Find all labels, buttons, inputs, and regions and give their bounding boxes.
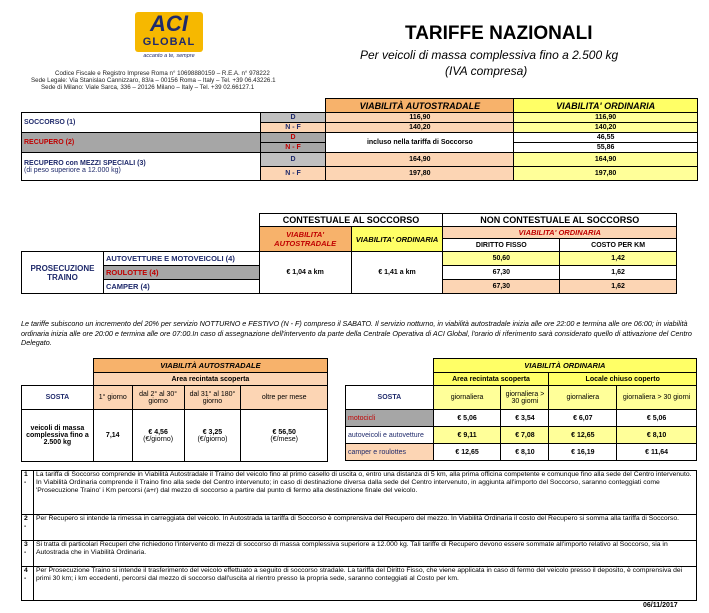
header-area-scoperta: Area recintata scoperta xyxy=(93,373,327,386)
cell-value xyxy=(241,410,328,462)
value: € 56,50 xyxy=(272,428,296,436)
note-number: 1 - xyxy=(22,471,34,515)
cell-value: 164,90 xyxy=(514,153,698,167)
cell-value: € 11,64 xyxy=(617,444,697,461)
company-line-3: Sede di Milano: Viale Sarca, 336 – 20126 Milano – Italy – Tel. +39 02.66127.1 xyxy=(41,84,255,92)
header-ordinaria-2: VIABILITA' ORDINARIA xyxy=(443,227,677,239)
note-number: 3 - xyxy=(22,541,34,567)
note-text: La tariffa di Soccorso comprende in Viabilità Autostradale il Traino del veicolo fino al primo casello di uscita o, entro una distanza di 5 km, alla prima officina competente e comunque fino alla sede del Centro intervenuto. In Viabilità Ordinaria comprende il Traino fino alla sede del Centro intervenuto; in caso di destinazione diversa dalla sede del Centro intervenuto, in aggiunta all'importo del Soccorso, saranno conteggiati come 'Prosecuzione Traino' i Km percorsi (a+r) dal mezzo di soccorso a partire dal punto di fermo alla destinazione finale del veicolo. xyxy=(33,471,696,515)
cell-value xyxy=(184,410,241,462)
header-non-contestuale: NON CONTESTUALE AL SOCCORSO xyxy=(443,214,677,227)
value: € 3,25 xyxy=(202,428,223,436)
cell-value: 1,62 xyxy=(560,266,677,280)
cell-value: 7,14 xyxy=(93,410,132,462)
col-header: oltre per mese xyxy=(241,386,328,410)
cell-value: € 8,10 xyxy=(617,427,697,444)
header-contestuale: CONTESTUALE AL SOCCORSO xyxy=(259,214,443,227)
sosta-label: SOSTA xyxy=(346,386,434,410)
cell-value: 50,60 xyxy=(443,252,560,266)
col-header: 1° giorno xyxy=(93,386,132,410)
unit: (€/mese) xyxy=(270,435,298,443)
cell-value: € 9,11 xyxy=(433,427,501,444)
aci-global-logo xyxy=(135,12,203,62)
speciali-sub: (di peso superiore a 12.000 kg) xyxy=(24,166,121,174)
col-header: giornaliera > 30 giorni xyxy=(501,386,549,410)
page-title: TARIFFE NAZIONALI xyxy=(405,23,593,44)
cell-value: € 12,65 xyxy=(433,444,501,461)
document-date: 06/11/2017 xyxy=(643,602,678,609)
header-locale-coperto: Locale chiuso coperto xyxy=(549,373,697,386)
cell-value: € 5,06 xyxy=(617,410,697,427)
cell-value: € 12,65 xyxy=(549,427,617,444)
note-number: 4 - xyxy=(22,567,34,601)
row-autovetture: AUTOVETTURE E MOTOVEICOLI (4) xyxy=(103,252,259,266)
cell-value: 46,55 xyxy=(514,133,698,143)
company-line-2: Sede Legale: Via Stanislao Cannizzaro, 83/a – 00156 Roma – Italy – Tel. +39 06.43226.1 xyxy=(31,77,276,85)
day-label: D xyxy=(260,133,326,143)
note-text: Si tratta di particolari Recuperi che richiedono l'intervento di mezzi di soccorso di massa complessiva superiore a 12.000 kg. Tali tariffe di Recupero devono essere sommate all'importo relativo al Soccorso, sia in Autostrada che in Viabilità Ordinaria. xyxy=(33,541,696,567)
cell-value: 197,80 xyxy=(326,167,514,181)
row-motocicli: motocicli xyxy=(346,410,434,427)
col-header: dal 2° al 30° giorno xyxy=(132,386,184,410)
night-label: N - F xyxy=(260,167,326,181)
cell-value: € 3,54 xyxy=(501,410,549,427)
header-autostradale: VIABILITÀ AUTOSTRADALE xyxy=(326,99,514,113)
row-roulotte: ROULOTTE (4) xyxy=(103,266,259,280)
logo-brand: ACI xyxy=(150,11,188,36)
cell-value: 67,30 xyxy=(443,280,560,294)
cell-value: € 7,08 xyxy=(501,427,549,444)
row-recupero-label: RECUPERO (2) xyxy=(22,133,261,153)
row-camper: CAMPER (4) xyxy=(103,280,259,294)
cell-value: 55,86 xyxy=(514,143,698,153)
cell-value: 197,80 xyxy=(514,167,698,181)
speciali-title: RECUPERO con MEZZI SPECIALI (3) xyxy=(24,159,146,167)
note-text: Per Prosecuzione Traino si intende il trasferimento del veicolo effettuato a seguito di soccorso stradale. La tariffa del Diritto Fisso, che viene applicata in caso di fermo del veicolo presso il deposito, è comprensiva dei primi 30 km; i km eccedenti, percorsi dal mezzo di soccorso dall'uscita al rientro presso la propria sede, saranno conteggiati al Costo per km. xyxy=(33,567,696,601)
row-speciali-label xyxy=(22,153,261,181)
prosecuzione-label: PROSECUZIONE TRAINO xyxy=(22,252,104,294)
cell-value: 1,42 xyxy=(560,252,677,266)
note-text: Per Recupero si intende la rimessa in carreggiata del veicolo. In Autostrada la tariffa di Soccorso è comprensiva del Recupero del mezzo. In Viabilità Ordinaria il costo del Recupero si somma alla tariffa di Soccorso. xyxy=(33,515,696,541)
sosta-ordinaria-table xyxy=(345,358,697,461)
cell-value: € 1,41 a km xyxy=(351,252,443,294)
cell-value xyxy=(132,410,184,462)
veicoli-label: veicoli di massa complessiva fino a 2.500 kg xyxy=(22,410,94,462)
row-autoveicoli: autoveicoli e autovetture xyxy=(346,427,434,444)
logo-box xyxy=(135,12,203,52)
cell-value: € 1,04 a km xyxy=(259,252,351,294)
day-label: D xyxy=(260,113,326,123)
sosta-label: SOSTA xyxy=(22,386,94,410)
night-label: N - F xyxy=(260,143,326,153)
cell-value: € 5,06 xyxy=(433,410,501,427)
night-label: N - F xyxy=(260,123,326,133)
header-area-scoperta: Area recintata scoperta xyxy=(433,373,549,386)
cell-value: € 8,10 xyxy=(501,444,549,461)
vat-note: (IVA compresa) xyxy=(445,64,528,78)
row-camper: camper e roulottes xyxy=(346,444,434,461)
value: € 4,56 xyxy=(148,428,168,436)
cell-value: 1,62 xyxy=(560,280,677,294)
prosecuzione-table xyxy=(21,213,677,294)
cell-value: 116,90 xyxy=(326,113,514,123)
header-autostradale: VIABILITA' AUTOSTRADALE xyxy=(259,227,351,252)
cell-value: 140,20 xyxy=(514,123,698,133)
header-ordinaria: VIABILITA' ORDINARIA xyxy=(351,227,443,252)
cell-value: 140,20 xyxy=(326,123,514,133)
header-ordinaria: VIABILITÀ ORDINARIA xyxy=(433,359,696,373)
cell-value: 67,30 xyxy=(443,266,560,280)
row-soccorso-label: SOCCORSO (1) xyxy=(22,113,261,133)
col-header: giornaliera xyxy=(549,386,617,410)
day-label: D xyxy=(260,153,326,167)
header-autostradale: VIABILITÀ AUTOSTRADALE xyxy=(93,359,327,373)
note-number: 2 - xyxy=(22,515,34,541)
company-info xyxy=(30,70,330,92)
unit: (€/giorno) xyxy=(197,435,228,443)
col-header: giornaliera > 30 giorni xyxy=(617,386,697,410)
cell-value: 164,90 xyxy=(326,153,514,167)
notes-table xyxy=(21,470,697,601)
page-subtitle: Per veicoli di massa complessiva fino a 2.500 kg xyxy=(360,48,619,62)
unit: (€/giorno) xyxy=(143,435,174,443)
cell-value: € 6,07 xyxy=(549,410,617,427)
header-diritto-fisso: DIRITTO FISSO xyxy=(443,239,560,252)
col-header: dal 31° al 180° giorno xyxy=(184,386,241,410)
col-header: giornaliera xyxy=(433,386,501,410)
sosta-autostradale-table xyxy=(21,358,328,462)
surcharge-paragraph: Le tariffe subiscono un incremento del 20% per servizio NOTTURNO e FESTIVO (N - F) compreso il SABATO. Il servizio notturno, in viabilità autostradale inizia alle ore 22:00 e termina alle ore 06:00; in viabilità ordinaria inizia alle ore 20:00 e termina alle ore 07:00.In caso di assegnazione dell'intervento da parte della Centrale Operativa di ACI Global, l'orario di riferimento sarà considerato quello di attivazione del Centro Delegato. xyxy=(21,319,692,347)
header-ordinaria: VIABILITA' ORDINARIA xyxy=(514,99,698,113)
rates-table xyxy=(21,98,698,181)
logo-sub: GLOBAL xyxy=(142,36,196,48)
company-line-1: Codice Fiscale e Registro Imprese Roma n° 10698880159 – R.E.A. n° 978222 xyxy=(55,70,270,77)
cell-value: incluso nella tariffa di Soccorso xyxy=(326,133,514,153)
logo-tagline: accanto a te, sempre xyxy=(143,53,195,59)
header-costo-km: COSTO PER KM xyxy=(560,239,677,252)
cell-value: 116,90 xyxy=(514,113,698,123)
cell-value: € 16,19 xyxy=(549,444,617,461)
